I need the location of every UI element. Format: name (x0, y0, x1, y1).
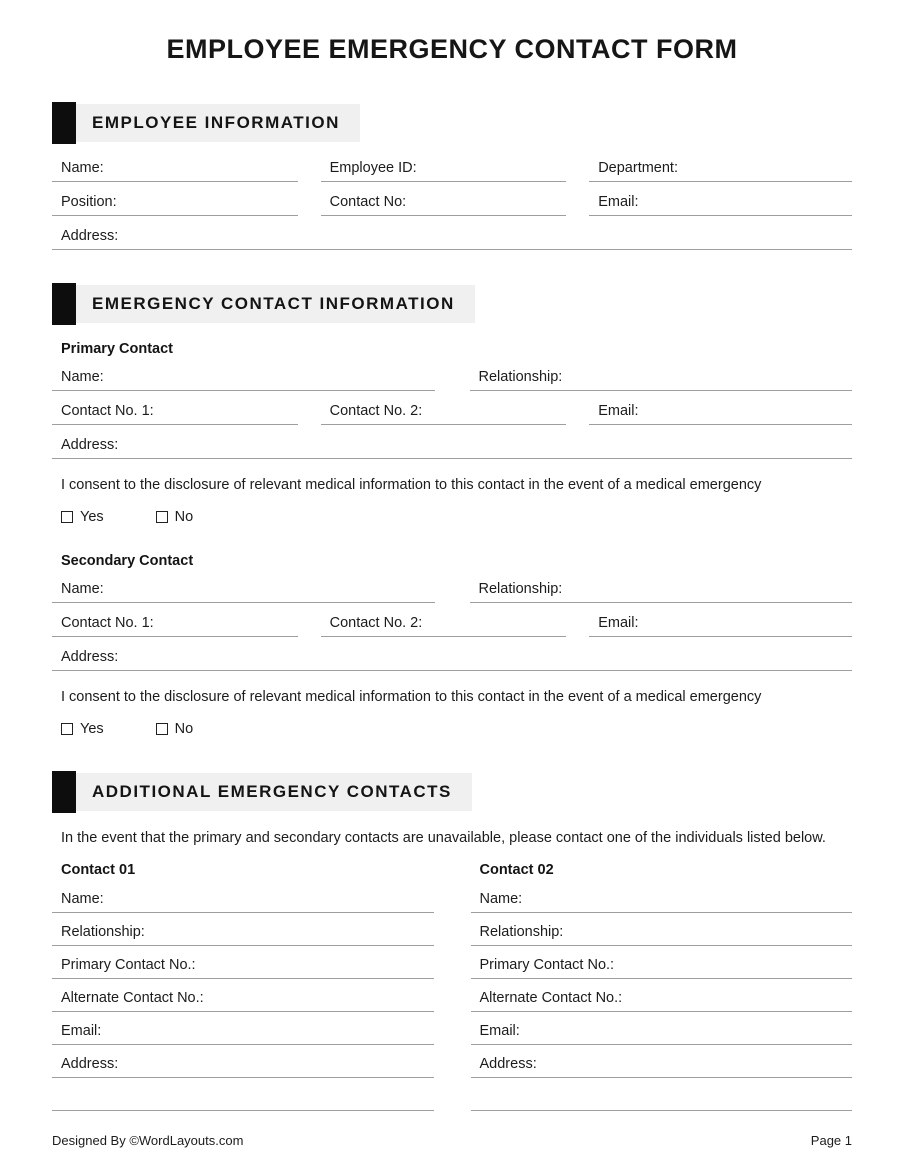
field-label: Email: (598, 194, 639, 210)
field-primary-name[interactable] (52, 357, 435, 391)
field-label: Contact No. 2: (329, 403, 423, 419)
field-label: Address: (479, 1056, 537, 1072)
primary-row-1 (52, 357, 852, 391)
field-label: Address: (61, 649, 119, 665)
field-c1-primary-no[interactable] (52, 946, 434, 979)
field-primary-contact-1[interactable] (52, 391, 298, 425)
field-label: Contact No. 1: (61, 615, 154, 631)
field-c2-email[interactable] (471, 1012, 853, 1045)
field-label: Email: (598, 615, 639, 631)
field-label: Email: (61, 1023, 102, 1039)
footer-page-number: Page 1 (810, 1133, 852, 1148)
field-label: Contact No. 2: (329, 615, 423, 631)
field-c1-alternate-no[interactable] (52, 979, 434, 1012)
primary-contact-subhead: Primary Contact (61, 341, 174, 357)
secondary-contact-subhead: Secondary Contact (61, 553, 194, 569)
field-secondary-relationship[interactable] (470, 569, 853, 603)
field-label: Primary Contact No.: (61, 957, 196, 973)
field-label: Employee ID: (329, 160, 417, 176)
secondary-row-1 (52, 569, 852, 603)
field-secondary-name[interactable] (52, 569, 435, 603)
field-c2-relationship[interactable] (471, 913, 853, 946)
field-c2-address[interactable] (471, 1045, 853, 1078)
field-label: Relationship: (479, 924, 564, 940)
field-c2-alternate-no[interactable] (471, 979, 853, 1012)
field-employee-email[interactable] (589, 182, 852, 216)
employee-row-1 (52, 148, 852, 182)
field-c1-email[interactable] (52, 1012, 434, 1045)
secondary-yes-checkbox[interactable] (61, 723, 73, 735)
field-label: Alternate Contact No.: (61, 990, 204, 1006)
field-c1-relationship[interactable] (52, 913, 434, 946)
field-label: Relationship: (478, 581, 563, 597)
employee-row-2 (52, 182, 852, 216)
no-label: No (174, 509, 194, 525)
additional-intro-text: In the event that the primary and secondary contacts are unavailable, please contact one of the individuals listed below. (61, 830, 826, 846)
field-label: Department: (598, 160, 678, 176)
field-label: Email: (479, 1023, 520, 1039)
field-c1-address[interactable] (52, 1045, 434, 1078)
field-c2-address-line-2[interactable] (471, 1078, 853, 1111)
section-employee-title: EMPLOYEE INFORMATION (92, 113, 340, 132)
field-c2-name[interactable] (471, 880, 853, 913)
field-label: Email: (598, 403, 639, 419)
section-additional-header (52, 771, 852, 813)
yes-label: Yes (80, 509, 104, 525)
additional-contacts-columns (52, 862, 852, 1111)
field-label: Contact No. 1: (61, 403, 154, 419)
field-secondary-contact-1[interactable] (52, 603, 298, 637)
primary-consent-text: I consent to the disclosure of relevant medical information to this contact in the event of a medical emergency (61, 477, 762, 493)
field-label: Name: (61, 581, 104, 597)
secondary-consent-text: I consent to the disclosure of relevant medical information to this contact in the event of a medical emergency (61, 689, 762, 705)
section-emergency-title: EMERGENCY CONTACT INFORMATION (92, 294, 455, 313)
field-primary-email[interactable] (589, 391, 852, 425)
contact-01-subhead: Contact 01 (61, 862, 136, 878)
primary-row-2 (52, 391, 852, 425)
section-marker-icon (52, 102, 76, 144)
section-marker-icon (52, 283, 76, 325)
field-employee-name[interactable] (52, 148, 298, 182)
field-employee-address[interactable] (52, 216, 852, 250)
field-label: Name: (479, 891, 523, 907)
primary-no-checkbox[interactable] (156, 511, 168, 523)
contact-02-column (471, 862, 853, 1111)
field-label: Position: (61, 194, 117, 210)
field-employee-contact-no[interactable] (321, 182, 567, 216)
field-label: Contact No: (329, 194, 407, 210)
page-footer (52, 1133, 852, 1148)
section-additional-title: ADDITIONAL EMERGENCY CONTACTS (92, 782, 452, 801)
field-secondary-contact-2[interactable] (321, 603, 567, 637)
field-c1-name[interactable] (52, 880, 434, 913)
field-label: Name: (61, 369, 104, 385)
field-primary-address[interactable] (52, 425, 852, 459)
field-label: Address: (61, 1056, 119, 1072)
field-employee-department[interactable] (589, 148, 852, 182)
field-label: Alternate Contact No.: (479, 990, 623, 1006)
field-label: Relationship: (61, 924, 145, 940)
field-employee-position[interactable] (52, 182, 298, 216)
field-secondary-address[interactable] (52, 637, 852, 671)
field-secondary-email[interactable] (589, 603, 852, 637)
secondary-row-2 (52, 603, 852, 637)
footer-credit: Designed By ©WordLayouts.com (52, 1133, 244, 1148)
form-title: EMPLOYEE EMERGENCY CONTACT FORM (166, 34, 738, 64)
field-label: Name: (61, 160, 104, 176)
section-emergency-header (52, 283, 852, 325)
field-label: Name: (61, 891, 104, 907)
primary-yes-checkbox[interactable] (61, 511, 73, 523)
secondary-no-checkbox[interactable] (156, 723, 168, 735)
contact-01-column (52, 862, 434, 1111)
field-primary-contact-2[interactable] (321, 391, 567, 425)
yes-label: Yes (80, 721, 104, 737)
section-employee-header (52, 102, 852, 144)
primary-consent-choices (61, 509, 852, 525)
field-c1-address-line-2[interactable] (52, 1078, 434, 1111)
field-label: Primary Contact No.: (479, 957, 615, 973)
contact-02-subhead: Contact 02 (479, 862, 554, 878)
field-primary-relationship[interactable] (470, 357, 853, 391)
field-label: Relationship: (478, 369, 563, 385)
field-employee-id[interactable] (321, 148, 567, 182)
no-label: No (174, 721, 194, 737)
secondary-consent-choices (61, 721, 852, 737)
field-label: Address: (61, 228, 119, 244)
field-c2-primary-no[interactable] (471, 946, 853, 979)
section-marker-icon (52, 771, 76, 813)
field-label: Address: (61, 437, 119, 453)
